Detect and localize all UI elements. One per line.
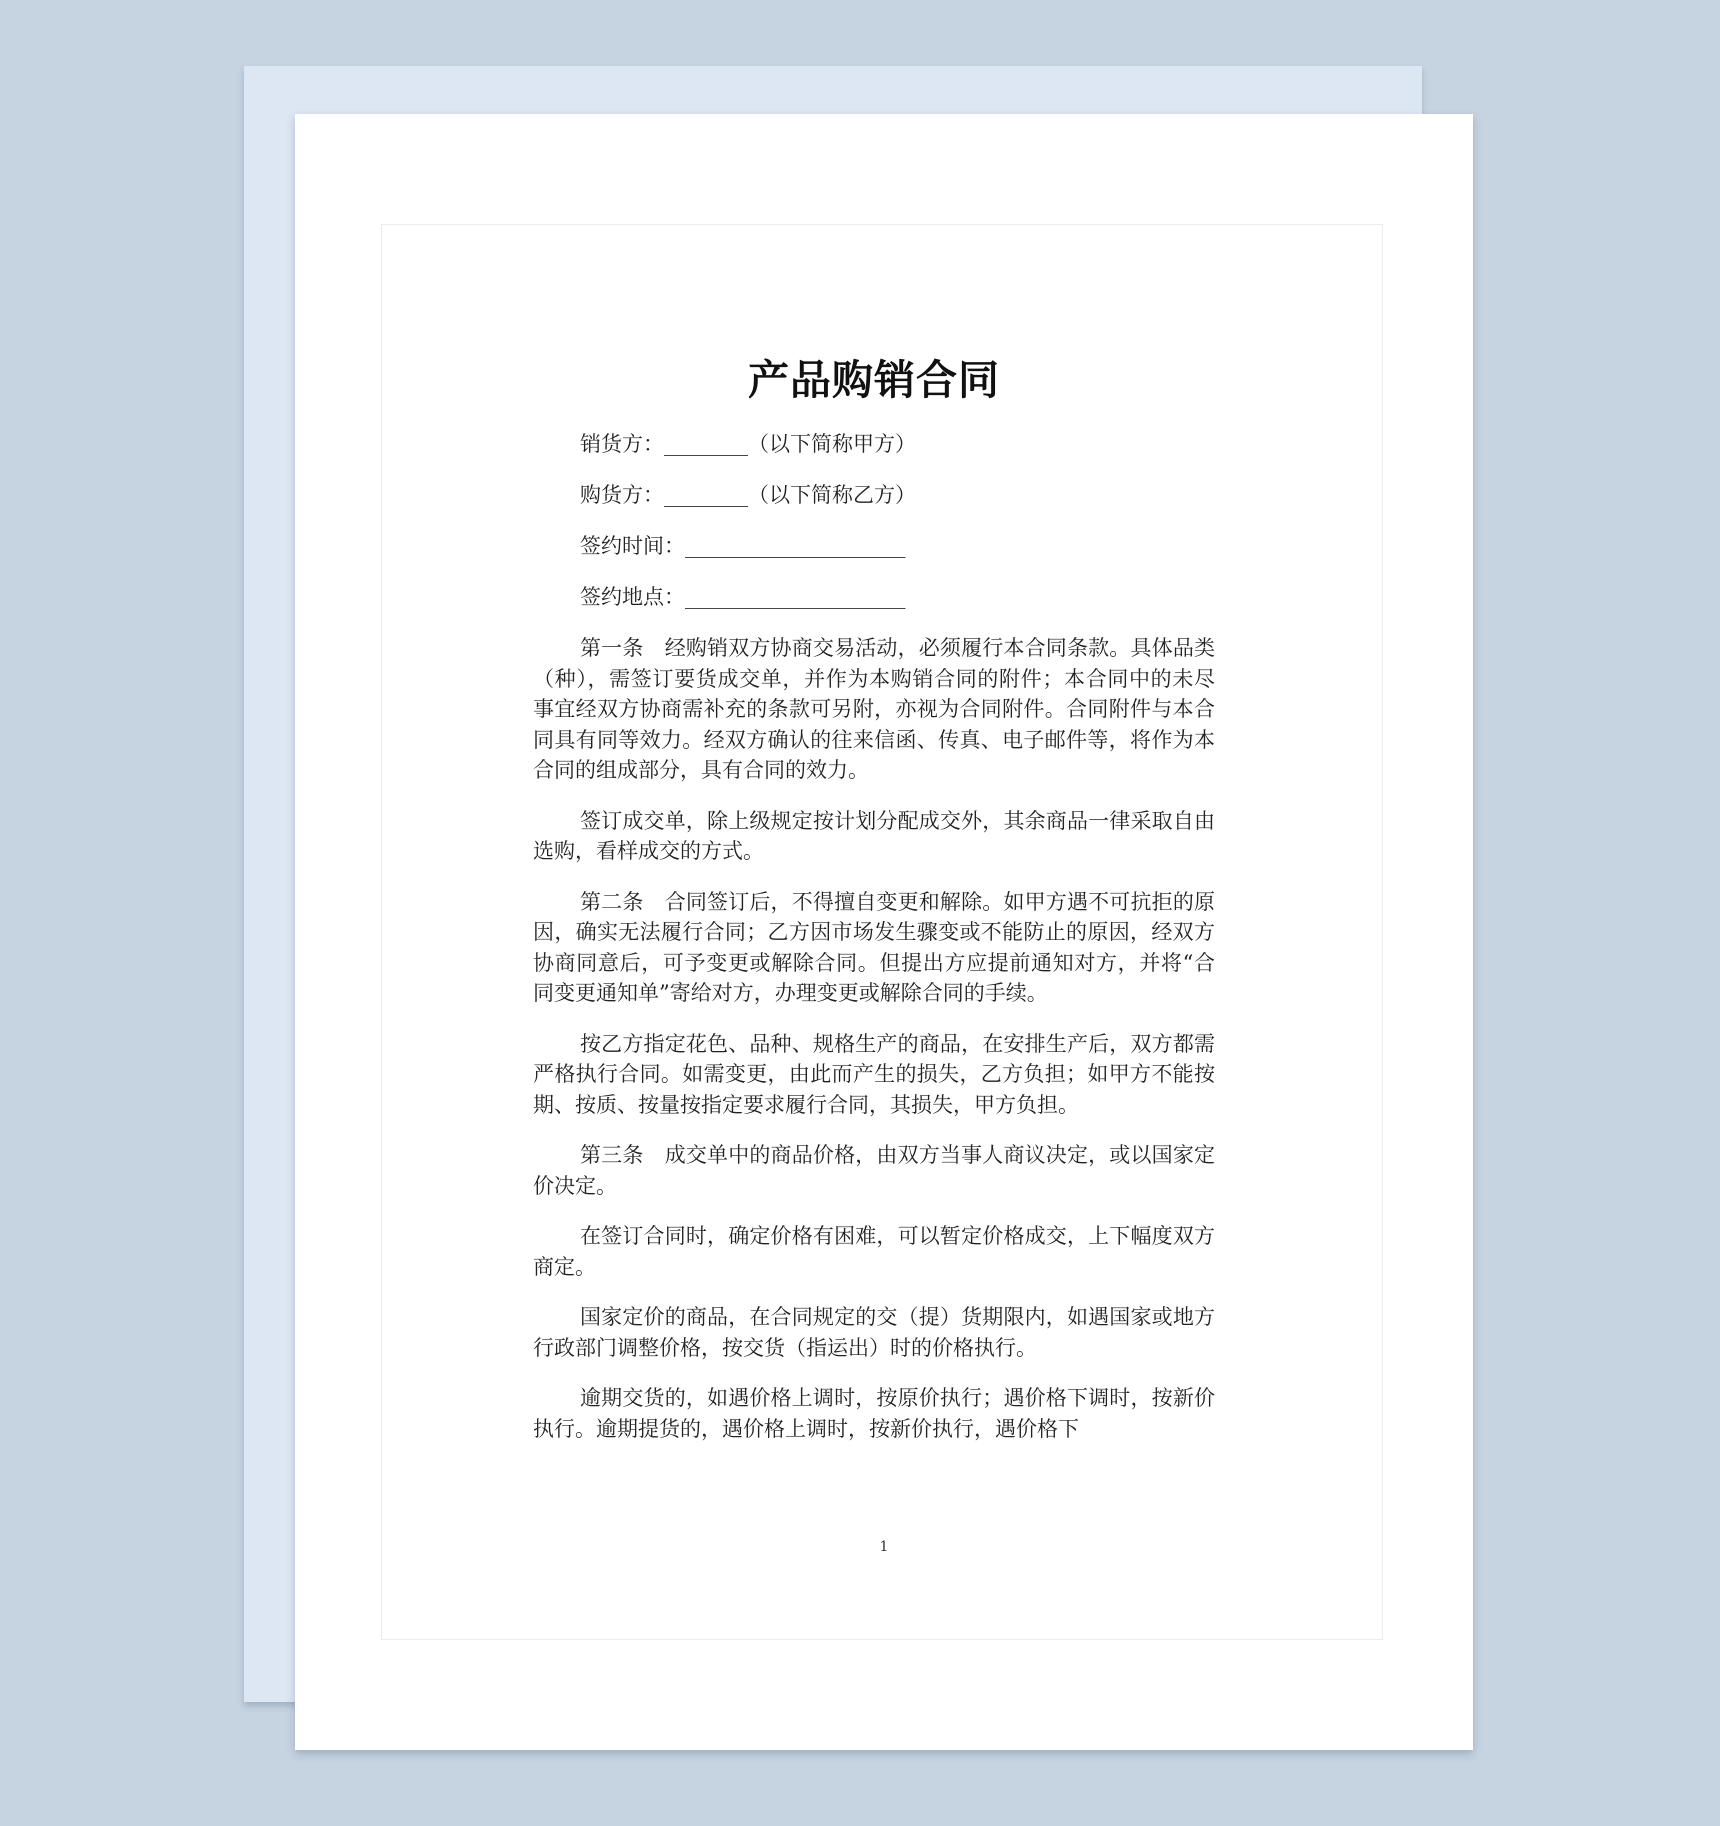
buyer-field: 购货方：________（以下简称乙方） [580,483,916,507]
document-page [295,114,1473,1750]
signing-place-field: 签约地点：_____________________ [580,585,906,609]
overdue-delivery-paragraph: 逾期交货的，如遇价格上调时，按原价执行；遇价格下调时，按新价执行。逾期提货的，遇价格上调时，按新价执行，遇价格下 [533,1386,1215,1441]
document-body [533,352,1215,1464]
article-1-paragraph: 第一条 经购销双方协商交易活动，必须履行本合同条款。具体品类（种），需签订要货成交单，并作为本购销合同的附件；本合同中的未尽事宜经双方协商需补充的条款可另附，亦视为合同附件。合同附件与本合同具有同等效力。经双方确认的往来信函、传真、电子邮件等，将作为本合同的组成部分，具有合同的效力。 [533,636,1215,782]
order-form-paragraph: 签订成交单，除上级规定按计划分配成交外，其余商品一律采取自由选购，看样成交的方式。 [533,808,1215,863]
specified-goods-paragraph: 按乙方指定花色、品种、规格生产的商品，在安排生产后，双方都需严格执行合同。如需变更，由此而产生的损失，乙方负担；如甲方不能按期、按质、按量按指定要求履行合同，其损失，甲方负担。 [533,1031,1215,1117]
provisional-price-paragraph: 在签订合同时，确定价格有困难，可以暂定价格成交，上下幅度双方商定。 [533,1224,1215,1279]
article-3-paragraph: 第三条 成交单中的商品价格，由双方当事人商议决定，或以国家定价决定。 [533,1143,1215,1198]
state-price-paragraph: 国家定价的商品，在合同规定的交（提）货期限内，如遇国家或地方行政部门调整价格，按交货（指运出）时的价格执行。 [533,1305,1215,1360]
seller-field: 销货方：________（以下简称甲方） [580,432,916,456]
document-title: 产品购销合同 [748,356,1000,404]
signing-time-field: 签约时间：_____________________ [580,534,906,558]
page-number: 1 [879,1539,889,1555]
article-2-paragraph: 第二条 合同签订后，不得擅自变更和解除。如甲方遇不可抗拒的原因，确实无法履行合同；乙方因市场发生骤变或不能防止的原因，经双方协商同意后，可予变更或解除合同。但提出方应提前通知对方，并将“合同变更通知单”寄给对方，办理变更或解除合同的手续。 [533,889,1215,1005]
